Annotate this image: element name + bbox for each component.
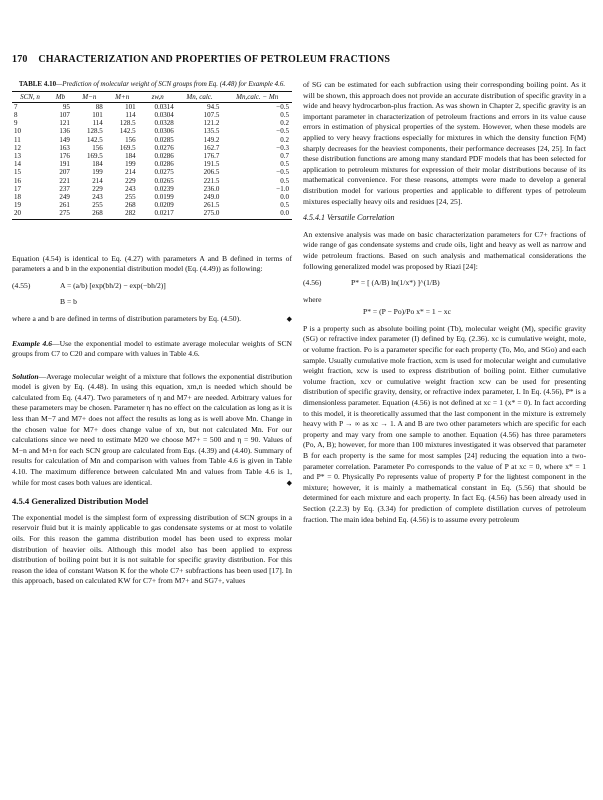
table-header-row	[12, 91, 292, 102]
table-cell: 0.5	[280, 160, 289, 169]
table-cell: 135.5	[203, 127, 220, 136]
table-row	[12, 144, 292, 152]
table-cell: 255	[92, 201, 103, 210]
paragraph-where-ab	[12, 314, 292, 325]
table-header-cell: Mn,calc. − Mn	[222, 91, 292, 102]
table-cell: 156	[92, 143, 103, 152]
paragraph-property-definition: P is a property such as absolute boiling point (Tb), molecular weight (M), specific gravity (SG) or refractive index parameter (I) defined by Eq. (2.36). xc is cumulative weight, mole, or volume fraction. Po is a parameter specific for each property (To, Mo, and SGo) and each sample. Usually cumulative mole fraction, xcm is used for molecular weight and cumulative weight fraction, xcw is used to express distribution of boiling point. Either cumulative volume fraction, xcv or cumulative weight fraction xcw can be used for presenting distribution of specific gravity, density, or refractive index parameter, I. In Eq. (4.56), P* is a dimensionless parameter. Equation (4.56) is not defined at xc = 1 (x* = 0). In fact according to this model, it is theoretically assumed that the last component in the mixture is extremely heavy with P → ∞ as xc → 1. A and B are two other parameters which are specific for each property and may vary from one sample to another. Equation (4.56) has three parameters (Po, A, B); however, for more than 100 mixtures investigated it was observed that parameter B for each property is the same for most samples [24] reducing the equation into a two-parameter correlation. Parameter Po corresponds to the value of P at xc = 0, where x* = 1 and P* = 0. Physically Po represents value of property P for the lightest component in the mixture; however, it is mainly a mathematical constant in Eq. (5.56) that should be determined for each mixture and each property. In fact Eq. (4.56) has been already used in Section (2.2.3) by Eq. (3.34) for prediction of complete distillation curves of petroleum fraction. The main idea behind Eq. (4.56) is to assume every petroleum	[303, 323, 586, 524]
table-header-cell: Mb	[48, 91, 73, 102]
table-cell: 14	[14, 160, 21, 169]
molecular-weight-table	[12, 91, 292, 220]
table-body	[12, 102, 292, 219]
table-cell: 9	[14, 119, 18, 128]
table-cell: −0.3	[276, 143, 289, 152]
table-row	[12, 209, 292, 219]
table-row	[12, 177, 292, 185]
table-cell: 136	[59, 127, 70, 136]
left-column	[12, 80, 292, 593]
table-cell: 0.0217	[139, 209, 177, 219]
section-heading-4-5-4: 4.5.4 Generalized Distribution Model	[12, 496, 149, 507]
example-label: Example 4.6	[12, 338, 53, 348]
table-cell: 114	[92, 119, 103, 128]
table-cell: 0.2	[280, 119, 289, 128]
table-cell: 114	[125, 110, 136, 119]
table-cell: −1.0	[276, 184, 289, 193]
where-label: where	[303, 294, 322, 304]
table-cell: 121.2	[203, 119, 220, 128]
table-cell: 255	[125, 192, 136, 201]
table-cell: 249	[59, 192, 70, 201]
table-cell: 261	[59, 201, 70, 210]
table-row	[12, 152, 292, 160]
table-cell: 176.7	[203, 151, 220, 160]
table-cell: 12	[14, 143, 21, 152]
table-cell: 8	[14, 110, 18, 119]
table-header-cell: M−n	[73, 91, 106, 102]
table-cell: 206.5	[203, 168, 220, 177]
table-caption-label: TABLE 4.10	[18, 80, 57, 88]
table-cell: 10	[14, 127, 21, 136]
table-cell: 236.0	[203, 184, 220, 193]
equation-body: A = (a/b) [exp(bh/2) − exp(−bh/2)]	[60, 280, 166, 290]
table-row	[12, 160, 292, 168]
example-4-6	[12, 339, 292, 360]
table-cell: 128.5	[119, 119, 136, 128]
table-cell: 0.0265	[154, 176, 174, 185]
table-cell: 0.5	[280, 176, 289, 185]
table-caption	[12, 80, 292, 89]
table-cell: 214	[125, 168, 136, 177]
table-cell: 275.0	[177, 209, 223, 219]
table-cell: 0.0209	[154, 201, 174, 210]
table-row	[12, 193, 292, 201]
table-cell: 11	[14, 135, 21, 144]
table-header-cell: M+n	[106, 91, 139, 102]
table-cell: 128.5	[87, 127, 103, 136]
running-header	[12, 54, 592, 65]
running-title: CHARACTERIZATION AND PROPERTIES OF PETROLEUM FRACTIONS	[38, 54, 391, 65]
table-cell: 149.2	[203, 135, 220, 144]
table-header-cell: zw,n	[139, 91, 177, 102]
table-row	[12, 119, 292, 127]
table-cell: 0.0239	[154, 184, 174, 193]
paragraph-sg-estimation: of SG can be estimated for each subfraction using their corresponding boiling point. As it will be shown, this approach does not provide an accurate distribution of specific gravity in a wide and heavy hydrocarbon-plus fraction. As was shown in Chapter 2, specific gravity is an important parameter in characterization of petroleum fractions and errors in its value cause errors in estimation of physical properties of the system. However, when these models are applied to very heavy fractions especially for mixtures in which the density function F(M) sharply decreases for the heaviest components, their performance decreases [24, 25]. In fact these distribution functions are among many standard PDF models that has been selected for application to petroleum mixtures for expression of their molar distributions because of its mathematical convenience. For these reasons, attempts were made to develop a general distribution model for various properties and applicable to different types of petroleum mixtures especially heavy oils and residues [24, 25].	[303, 80, 587, 206]
table-cell: 221.5	[203, 176, 220, 185]
table-cell: 101	[92, 110, 103, 119]
table-cell: 142.5	[119, 127, 136, 136]
table-cell: 249.0	[203, 192, 220, 201]
table-caption-text: —Prediction of molecular weight of SCN groups from Eq. (4.48) for Example 4.6.	[56, 80, 286, 88]
table-row	[12, 102, 292, 111]
table-row	[12, 127, 292, 135]
table-cell: 0.0	[280, 192, 289, 201]
example-text: —Use the exponential model to estimate average molecular weights of SCN groups from C7 to C20 and compare with values in Table 4.6.	[12, 338, 293, 359]
table-cell: 20	[12, 209, 48, 219]
table-cell: 199	[92, 168, 103, 177]
table-cell: 95	[62, 102, 70, 111]
table-cell: 0.0275	[154, 168, 174, 177]
equation-4-56	[303, 278, 586, 289]
equation-body: P* = [ (A/B) ln(1/x*) ]^(1/B)	[351, 278, 440, 288]
equation-4-55-b: B = b	[60, 297, 77, 307]
table-cell: 0.0276	[154, 143, 174, 152]
table-cell: 101	[125, 102, 136, 111]
table-cell: 163	[59, 143, 70, 152]
table-header-cell: Mn, calc.	[177, 91, 223, 102]
table-cell: 0.0304	[154, 110, 174, 119]
right-column	[303, 80, 586, 531]
table-cell: 275	[48, 209, 73, 219]
table-row	[12, 185, 292, 193]
diamond-icon: ◆	[286, 478, 292, 487]
paragraph-eq454: Equation (4.54) is identical to Eq. (4.27) with parameters A and B defined in terms of parameters a and b in the exponential distribution model (Eq. (4.49)) as following:	[12, 253, 292, 274]
table-cell: 18	[14, 192, 21, 201]
table-cell: 107	[59, 110, 70, 119]
table-cell: 16	[14, 176, 21, 185]
table-cell: 0.7	[280, 151, 289, 160]
table-cell: 156	[125, 135, 136, 144]
table-cell: 176	[59, 151, 70, 160]
table-cell: 214	[92, 176, 103, 185]
table-cell: 162.7	[203, 143, 220, 152]
table-cell: 121	[59, 119, 70, 128]
table-cell: −0.5	[276, 102, 289, 111]
solution-paragraph	[12, 372, 292, 489]
diamond-icon: ◆	[286, 314, 292, 323]
table-cell: 169.5	[119, 143, 136, 152]
table-cell: 7	[14, 102, 18, 111]
page-number: 170	[12, 54, 28, 65]
table-cell: 207	[59, 168, 70, 177]
table-cell: 94.5	[207, 102, 220, 111]
paragraph-generalized-model: The exponential model is the simplest form of expressing distribution of SCN groups in a reservoir fluid but it is mainly applicable to gas condensate systems or at most to volatile oils. For this reason the gamma distribution model has been used to express molar distribution of heavier oils. Although this model also has been applied to express distribution of boiling point but it is not suitable for specific gravity distribution. For this reason the idea of constant Watson K for the whole C7+ subfractions has been used [17]. In this approach, based on calculated KW for C7+ from M7+ and SG7+, values	[12, 512, 292, 586]
table-cell: 0.0286	[154, 160, 174, 169]
where-ab-text: where a and b are defined in terms of distribution parameters by Eq. (4.50).	[12, 313, 242, 323]
table-cell: 268	[73, 209, 106, 219]
table-cell: 0.0286	[154, 151, 174, 160]
table-row	[12, 168, 292, 176]
subsection-heading-4-5-4-1: 4.5.4.1 Versatile Correlation	[303, 213, 395, 223]
equation-4-55	[12, 281, 292, 292]
equation-number: (4.55)	[12, 280, 31, 290]
table-cell: 15	[14, 168, 21, 177]
table-cell: 17	[14, 184, 21, 193]
table-cell: 282	[106, 209, 139, 219]
table-cell: 0.0306	[154, 127, 174, 136]
table-row	[12, 136, 292, 144]
table-cell: 268	[125, 201, 136, 210]
table-cell: 142.5	[87, 135, 103, 144]
table-cell: 184	[92, 160, 103, 169]
solution-text: —Average molecular weight of a mixture that follows the exponential distribution model is given by Eq. (4.48). In using this equation, xm,n is needed which should be calculated from Eq. (4.47). Two parameters of η and M7+ are needed. Arbitrary values for these parameters may be chosen. Parameter η has no effect on the calculation as long as it is less than M−7 and M7+ does not affect the results as long as is well above Mn. Change in the chosen value for M7+ does change value of xn, but not calculated Mn. For our calculations since we need to estimate M20 we choose M7+ = 500 and η = 90. Values of M−n and M+n for each SCN group are calculated from Eqs. (4.39) and (4.40). Summary of results for calculation of Mn and comparison with values from Table 4.6 is given in Table 4.10. The maximum difference between calculated Mn and values from Table 4.6 is 1, while for most cases both values are identical.	[12, 371, 292, 487]
table-cell: 0.0199	[154, 192, 174, 201]
table-cell: 13	[14, 151, 21, 160]
equation-number: (4.56)	[303, 278, 322, 288]
table-cell: 229	[92, 184, 103, 193]
table-cell: 19	[14, 201, 21, 210]
table-cell: 88	[95, 102, 103, 111]
table-cell: 261.5	[203, 201, 220, 210]
table-cell: 169.5	[87, 151, 103, 160]
table-cell: 0.2	[280, 135, 289, 144]
table-cell: 237	[59, 184, 70, 193]
table-cell: 0.5	[280, 110, 289, 119]
equation-definitions: P* = (P − Po)/Po x* = 1 − xc	[363, 307, 451, 317]
table-cell: 191.5	[203, 160, 220, 169]
table-cell: 0.0285	[154, 135, 174, 144]
table-cell: 149	[59, 135, 70, 144]
table-cell: 191	[59, 160, 70, 169]
table-cell: −0.5	[276, 168, 289, 177]
table-cell: 229	[125, 176, 136, 185]
table-cell: 243	[92, 192, 103, 201]
paragraph-versatile-correlation: An extensive analysis was made on basic characterization parameters for C7+ fractions of wide range of gas condensate systems and crude oils, light and heavy as well as narrow and wide petroleum fractions. Based on such analysis and mathematical considerations the following generalized model was proposed by Riazi [24]:	[303, 229, 586, 271]
table-cell: 107.5	[203, 110, 220, 119]
table-cell: 221	[59, 176, 70, 185]
table-row	[12, 111, 292, 119]
table-row	[12, 201, 292, 209]
table-cell: 184	[125, 151, 136, 160]
table-cell: 0.0314	[154, 102, 174, 111]
table-header-cell: SCN, n	[12, 91, 48, 102]
table-cell: 243	[125, 184, 136, 193]
solution-label: Solution	[12, 371, 39, 381]
table-cell: −0.5	[276, 127, 289, 136]
table-cell: 0.0	[222, 209, 292, 219]
table-cell: 0.5	[280, 201, 289, 210]
table-cell: 0.0328	[154, 119, 174, 128]
table-cell: 199	[125, 160, 136, 169]
